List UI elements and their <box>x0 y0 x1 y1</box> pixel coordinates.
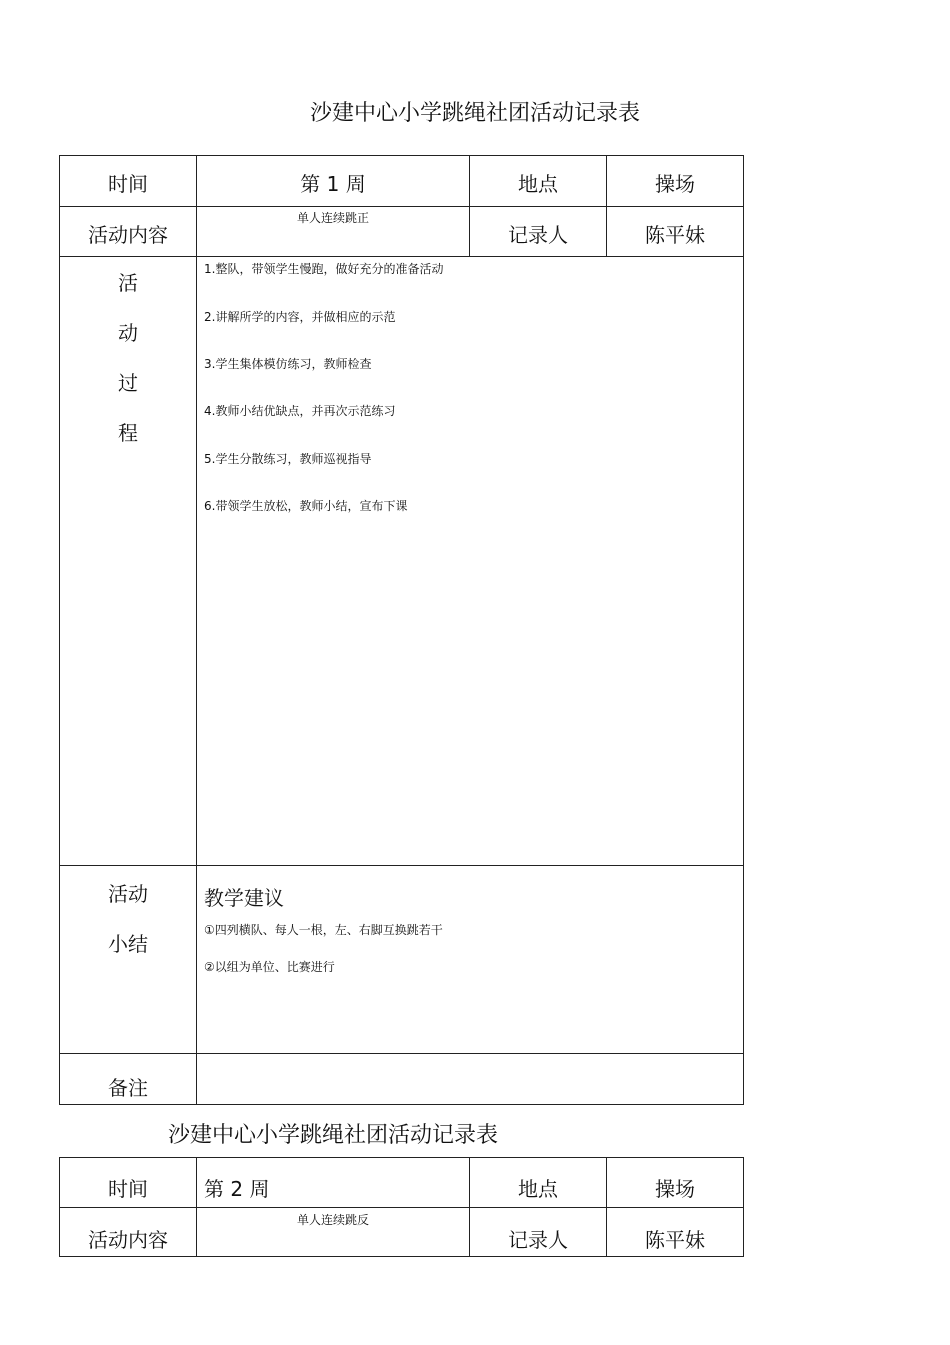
remark-label: 备注 <box>108 1076 148 1100</box>
content-label: 活动内容 <box>88 223 168 247</box>
process-step: 2.讲解所学的内容，并做相应的示范 <box>204 310 396 324</box>
recorder-label: 记录人 <box>508 223 568 247</box>
summary-heading: 教学建议 <box>204 886 284 910</box>
recorder-value-2: 陈平妹 <box>645 1228 705 1252</box>
process-step: 3.学生集体模仿练习，教师检查 <box>204 357 372 371</box>
process-step: 4.教师小结优缺点，并再次示范练习 <box>204 404 396 418</box>
content-label-2: 活动内容 <box>88 1228 168 1252</box>
place-value-2: 操场 <box>655 1177 695 1201</box>
summary-label: 活动 小结 <box>108 882 148 956</box>
recorder-label-2: 记录人 <box>508 1228 568 1252</box>
process-label: 活 动 过 程 <box>118 271 138 445</box>
process-step: 5.学生分散练习，教师巡视指导 <box>204 452 372 466</box>
summary-item: ①四列横队、每人一根，左、右脚互换跳若干 <box>204 923 443 937</box>
sheet2-title: 沙建中心小学跳绳社团活动记录表 <box>168 1123 499 1148</box>
week-value-2: 第 2 周 <box>204 1177 270 1201</box>
time-label-2: 时间 <box>108 1177 148 1201</box>
sheet1-title: 沙建中心小学跳绳社团活动记录表 <box>309 101 640 126</box>
content-value: 单人连续跳正 <box>296 211 369 225</box>
summary-item: ②以组为单位、比赛进行 <box>204 960 335 974</box>
recorder-value: 陈平妹 <box>645 223 705 247</box>
place-label: 地点 <box>518 172 558 196</box>
week-value: 第 1 周 <box>300 172 366 196</box>
process-step: 1.整队，带领学生慢跑，做好充分的准备活动 <box>204 262 444 276</box>
time-label: 时间 <box>108 172 148 196</box>
place-label-2: 地点 <box>518 1177 558 1201</box>
place-value: 操场 <box>655 172 695 196</box>
content-value-2: 单人连续跳反 <box>296 1213 369 1227</box>
process-step: 6.带领学生放松，教师小结，宣布下课 <box>204 499 408 513</box>
